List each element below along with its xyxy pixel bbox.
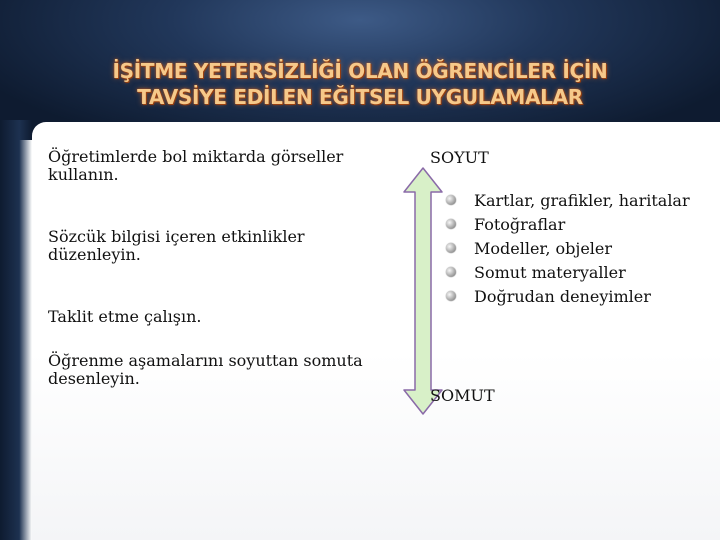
list-item-label: Fotoğraflar: [474, 215, 566, 234]
left-edge-band: [0, 120, 32, 540]
list-item: [446, 288, 690, 312]
recommendation-item: Öğrenme aşamalarını soyuttan somuta desenleyin.: [48, 351, 363, 388]
list-item-label: Doğrudan deneyimler: [474, 287, 651, 306]
list-item: [446, 264, 690, 288]
content-panel: [32, 122, 720, 540]
slide-title: [0, 58, 720, 110]
title-line-1: İŞİTME YETERSİZLİĞİ OLAN ÖĞRENCİLER İÇİN: [112, 59, 608, 83]
bullet-icon: [446, 291, 456, 301]
list-item: [446, 240, 690, 264]
recommendation-item: Taklit etme çalışın.: [48, 307, 202, 326]
list-item-label: Modeller, objeler: [474, 239, 613, 258]
list-item: [446, 192, 690, 216]
bullet-icon: [446, 219, 456, 229]
recommendation-item: Sözcük bilgisi içeren etkinlikler düzenleyin.: [48, 227, 305, 264]
bullet-icon: [446, 243, 456, 253]
bullet-icon: [446, 267, 456, 277]
concrete-label: SOMUT: [430, 386, 495, 405]
material-list: [446, 192, 690, 312]
bullet-icon: [446, 195, 456, 205]
recommendation-item: Öğretimlerde bol miktarda görseller kullanın.: [48, 147, 344, 184]
double-arrow-icon: [400, 166, 446, 416]
list-item-label: Somut materyaller: [474, 263, 626, 282]
list-item: [446, 216, 690, 240]
list-item-label: Kartlar, grafikler, haritalar: [474, 191, 690, 210]
abstract-label: SOYUT: [430, 148, 489, 167]
title-line-2: TAVSİYE EDİLEN EĞİTSEL UYGULAMALAR: [137, 85, 583, 109]
